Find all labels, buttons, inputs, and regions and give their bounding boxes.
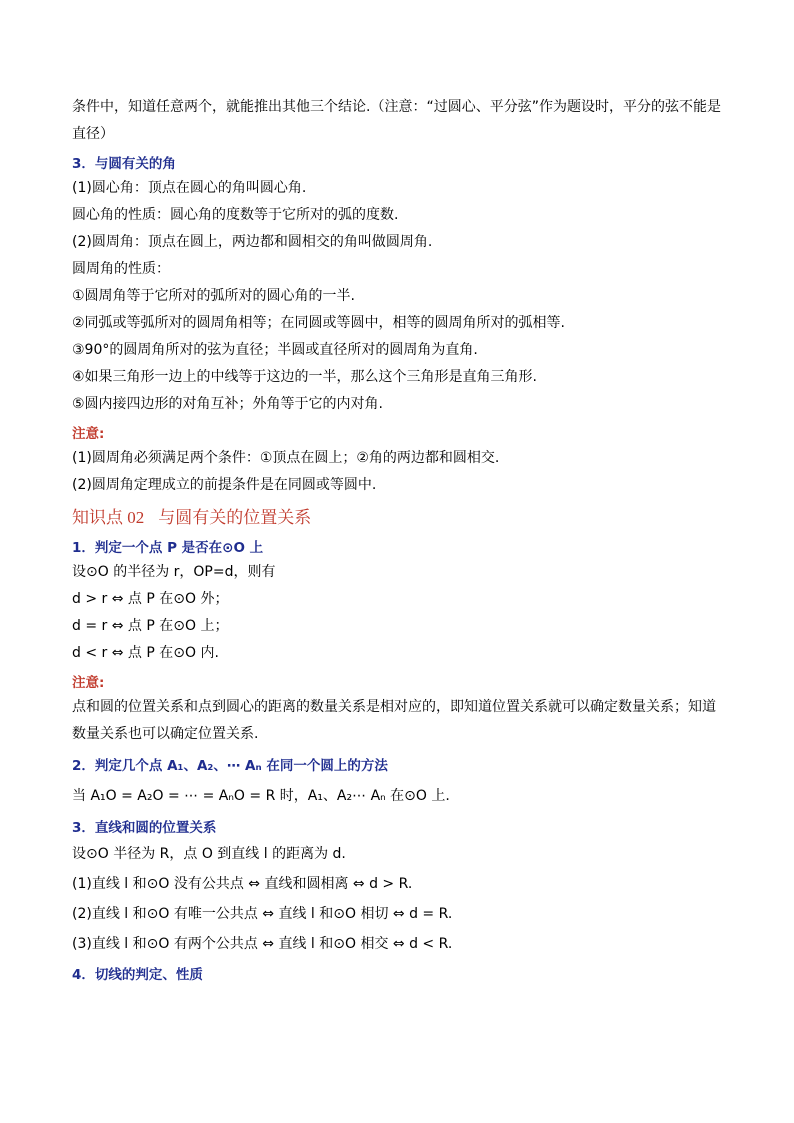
knowledge-point-heading [72,499,724,532]
relation-line: d < r ⇔ 点 P 在⊙O 内. [72,645,219,661]
relation-line: (3)直线 l 和⊙O 有两个公共点 ⇔ 直线 l 和⊙O 相交 ⇔ d < R. [72,935,453,952]
relation-line: d = r ⇔ 点 P 在⊙O 上； [72,618,229,634]
note-label: 注意: [72,674,105,691]
property-item: ④如果三角形一边上的中线等于这边的一半，那么这个三角形是直角三角形. [72,369,537,385]
relation-line: (1)直线 l 和⊙O 没有公共点 ⇔ 直线和圆相离 ⇔ d > R. [72,875,413,892]
intro-paragraph: 条件中，知道任意两个，就能推出其他三个结论.（注意：“过圆心、平分弦”作为题设时，平分的弦不能是直径） [72,99,721,142]
property-item: ①圆周角等于它所对的弧所对的圆心角的一半. [72,288,355,304]
knowledge-point-title: 与圆有关的位置关系 [158,508,312,527]
relation-line: (2)直线 l 和⊙O 有唯一公共点 ⇔ 直线 l 和⊙O 相切 ⇔ d = R. [72,905,453,922]
property-item: ⑤圆内接四边形的对角互补；外角等于它的内对角. [72,396,383,412]
paragraph-line: 圆周角的性质： [72,261,170,277]
note-paragraph: 点和圆的位置关系和点到圆心的距离的数量关系是相对应的，即知道位置关系就可以确定数量关系；知道数量关系也可以确定位置关系. [72,699,716,742]
section-heading-angles: 3．与圆有关的角 [72,155,176,172]
paragraph-line: 设⊙O 半径为 R，点 O 到直线 l 的距离为 d. [72,845,346,862]
note-item: (1)圆周角必须满足两个条件：①顶点在圆上；②角的两边都和圆相交. [72,450,500,466]
paragraph-line: 设⊙O 的半径为 r，OP=d，则有 [72,564,276,580]
knowledge-point-label: 知识点 02 [72,508,145,527]
note-label: 注意: [72,425,105,442]
section-heading-concyclic: 2．判定几个点 A₁、A₂、⋯ Aₙ 在同一个圆上的方法 [72,758,388,774]
paragraph-line: (1)圆心角：顶点在圆心的角叫圆心角. [72,180,307,196]
property-item: ②同弧或等弧所对的圆周角相等；在同圆或等圆中，相等的圆周角所对的弧相等. [72,315,565,331]
formula-line: 当 A₁O = A₂O = ⋯ = AₙO = R 时，A₁、A₂⋯ Aₙ 在⊙O 上. [72,787,450,804]
section-heading-tangent: 4．切线的判定、性质 [72,966,203,983]
property-item: ③90°的圆周角所对的弦为直径；半圆或直径所对的圆周角为直角. [72,342,478,358]
section-heading-point-circle: 1．判定一个点 P 是否在⊙O 上 [72,539,264,556]
document-page [72,94,724,986]
paragraph-line: 圆心角的性质：圆心角的度数等于它所对的弧的度数. [72,207,399,223]
note-item: (2)圆周角定理成立的前提条件是在同圆或等圆中. [72,477,377,493]
paragraph-line: (2)圆周角：顶点在圆上，两边都和圆相交的角叫做圆周角. [72,234,433,250]
section-heading-line-circle: 3．直线和圆的位置关系 [72,819,217,836]
relation-line: d > r ⇔ 点 P 在⊙O 外； [72,591,229,607]
